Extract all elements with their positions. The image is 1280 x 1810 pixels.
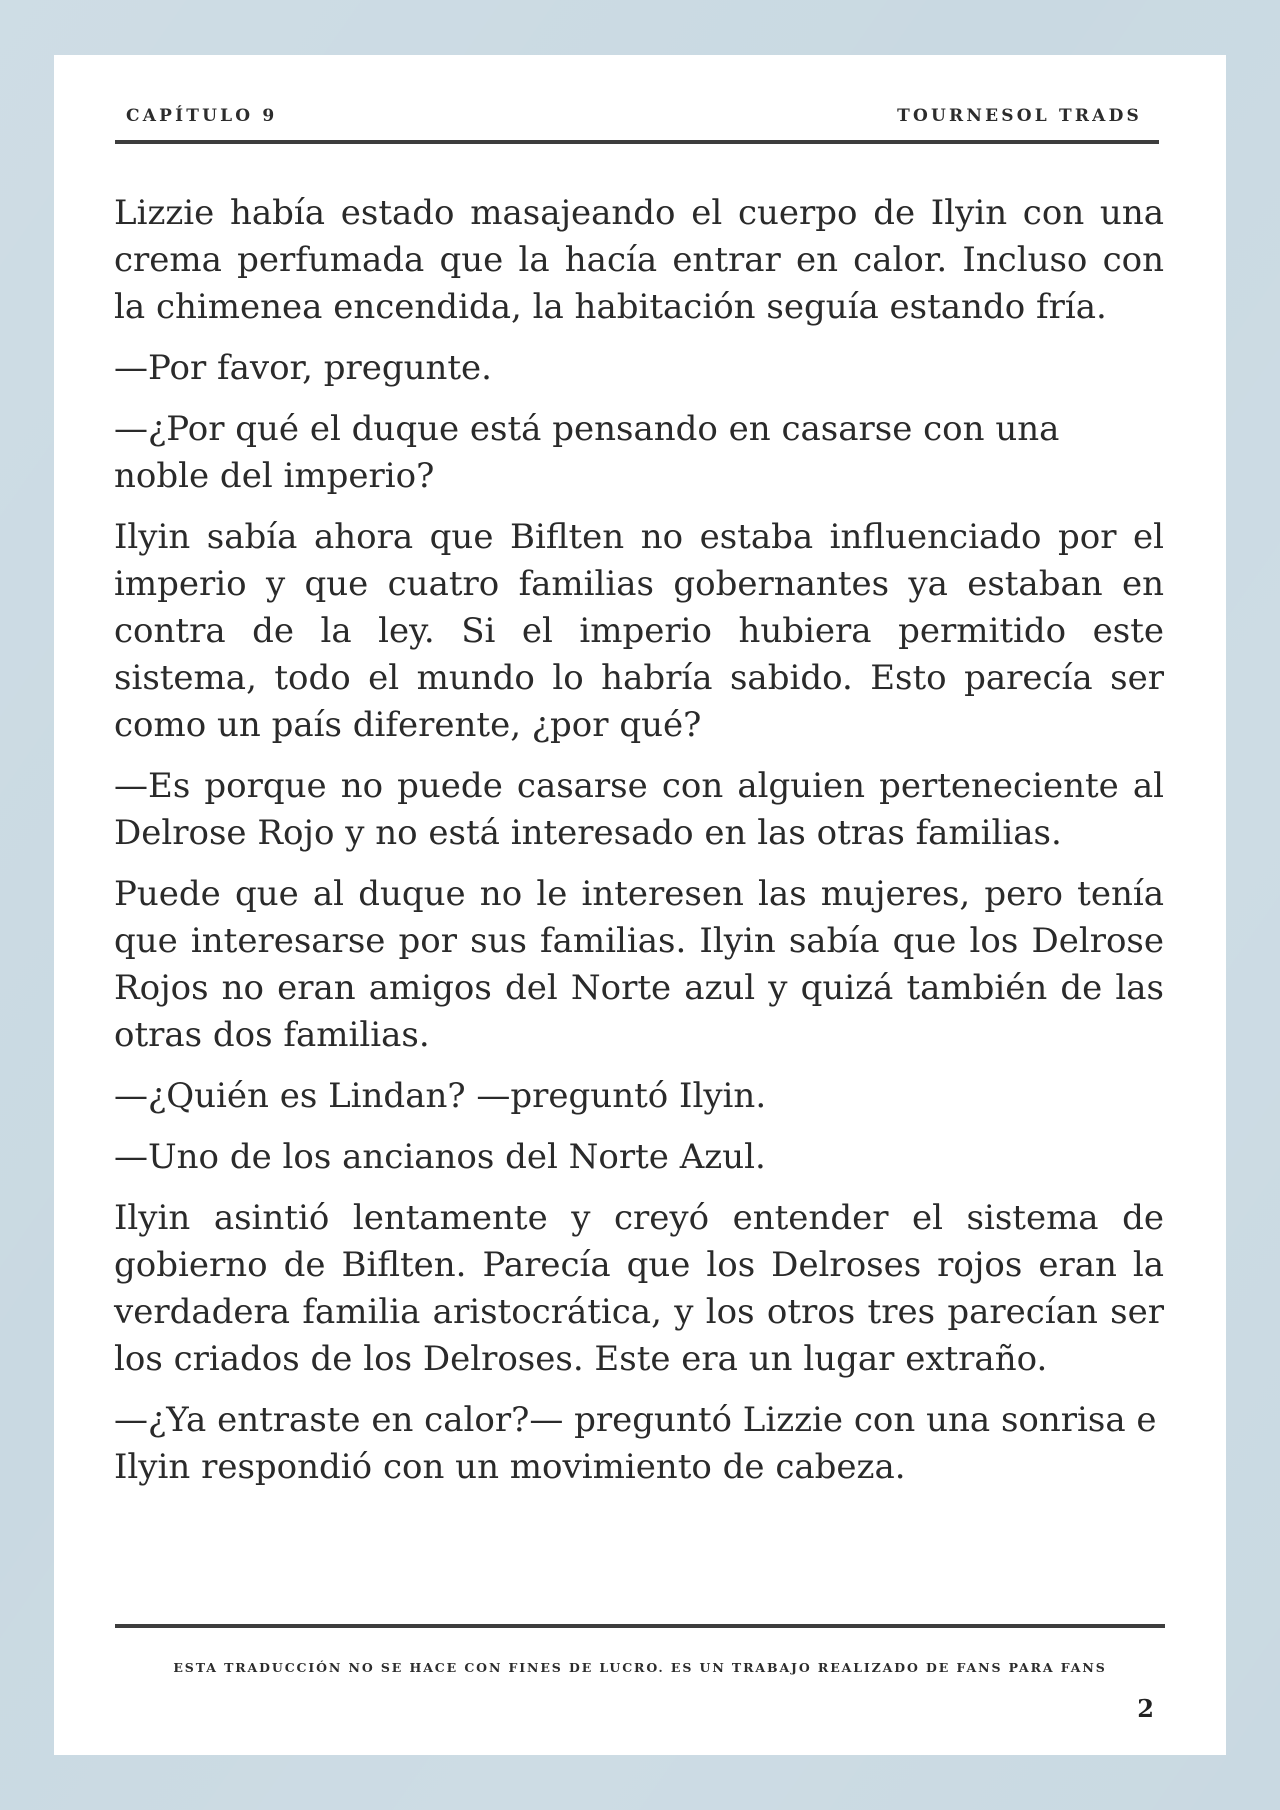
paragraph: —¿Quién es Lindan? —preguntó Ilyin. <box>114 1076 767 1116</box>
paragraph: Puede que al duque no le interesen las mujeres, pero tenía que interesarse por sus familias. Ilyin sabía que los Delrose Rojos no eran amigos del Norte azul y quizá también de las otras dos familias. <box>114 874 1164 1055</box>
page-header <box>126 104 1142 128</box>
footer-divider <box>115 1624 1165 1628</box>
footer-disclaimer: ESTA TRADUCCIÓN NO SE HACE CON FINES DE LUCRO. ES UN TRABAJO REALIZADO DE FANS PARA FANS <box>173 1660 1107 1675</box>
paragraph: Ilyin asintió lentamente y creyó entender el sistema de gobierno de Biflten. Parecía que los Delroses rojos eran la verdadera familia aristocrática, y los otros tres parecían ser los criados de los Delroses. Este era un lugar extraño. <box>114 1198 1164 1379</box>
paragraph: —Uno de los ancianos del Norte Azul. <box>114 1137 766 1177</box>
translator-group-label: TOURNESOL TRADS <box>897 106 1142 126</box>
paragraph: —¿Por qué el duque está pensando en casarse con una noble del imperio? <box>114 409 1060 496</box>
chapter-label: CAPÍTULO 9 <box>126 106 278 126</box>
paragraph: —¿Ya entraste en calor?— preguntó Lizzie con una sonrisa e Ilyin respondió con un movimiento de cabeza. <box>114 1400 1157 1487</box>
chapter-text <box>114 190 1164 1505</box>
header-divider <box>115 140 1159 144</box>
paragraph: —Es porque no puede casarse con alguien perteneciente al Delrose Rojo y no está interesado en las otras familias. <box>114 766 1164 853</box>
paragraph: Ilyin sabía ahora que Biflten no estaba influenciado por el imperio y que cuatro familias gobernantes ya estaban en contra de la ley. Si el imperio hubiera permitido este sistema, todo el mundo lo habría sabido. Esto parecía ser como un país diferente, ¿por qué? <box>114 517 1164 745</box>
paragraph: —Por favor, pregunte. <box>114 348 492 388</box>
page-number: 2 <box>1137 1694 1154 1723</box>
paragraph: Lizzie había estado masajeando el cuerpo de Ilyin con una crema perfumada que la hacía entrar en calor. Incluso con la chimenea encendida, la habitación seguía estando fría. <box>114 193 1164 327</box>
